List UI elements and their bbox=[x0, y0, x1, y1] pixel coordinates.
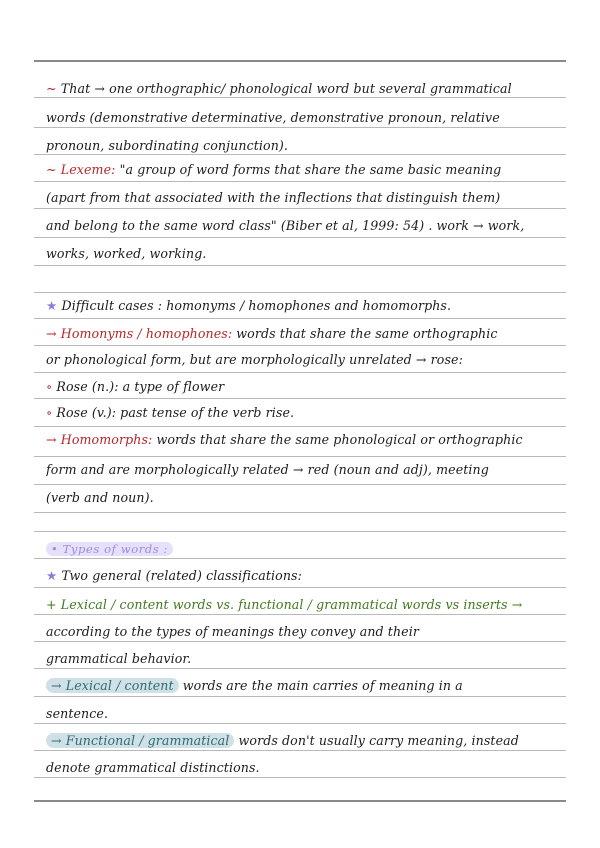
note-text: words don't usually carry meaning, instead bbox=[238, 733, 519, 748]
term-homonyms: → Homonyms / homophones: bbox=[46, 326, 233, 341]
note-line bbox=[46, 352, 561, 368]
ruled-line bbox=[34, 531, 566, 532]
star-icon: ★ bbox=[46, 298, 58, 313]
note-text: grammatical behavior. bbox=[46, 651, 192, 666]
note-line bbox=[46, 218, 561, 234]
note-line bbox=[46, 162, 561, 178]
note-line bbox=[46, 246, 561, 262]
ruled-line bbox=[34, 265, 566, 266]
note-text: form and are morphologically related → red (noun and adj), meeting bbox=[46, 462, 489, 477]
note-text: Rose (v.): past tense of the verb rise. bbox=[56, 405, 295, 420]
ruled-line bbox=[34, 208, 566, 209]
note-text: (verb and noun). bbox=[46, 490, 154, 505]
note-text: + Lexical / content words vs. functional / grammatical words vs inserts → bbox=[46, 597, 523, 612]
note-text: Rose (n.): a type of flower bbox=[56, 379, 225, 394]
ruled-line bbox=[34, 558, 566, 559]
section-heading: • Types of words : bbox=[46, 542, 173, 556]
term-lexical-content: → Lexical / content bbox=[46, 678, 179, 693]
note-line bbox=[46, 110, 561, 126]
note-line bbox=[46, 706, 561, 722]
ruled-line bbox=[34, 800, 566, 802]
note-line bbox=[46, 190, 561, 206]
circle-bullet-icon: ∘ bbox=[46, 405, 53, 420]
note-line bbox=[46, 760, 561, 776]
ruled-line bbox=[34, 318, 566, 319]
ruled-line bbox=[34, 777, 566, 778]
note-text: (apart from that associated with the inflections that distinguish them) bbox=[46, 190, 501, 205]
note-line bbox=[46, 733, 561, 749]
note-line bbox=[46, 81, 561, 97]
ruled-line bbox=[34, 750, 566, 751]
note-line bbox=[46, 541, 561, 557]
note-line bbox=[46, 138, 561, 154]
note-text: words (demonstrative determinative, demonstrative pronoun, relative bbox=[46, 110, 500, 125]
note-text: works, worked, working. bbox=[46, 246, 207, 261]
term-functional-grammatical: → Functional / grammatical bbox=[46, 733, 234, 748]
note-text: words are the main carries of meaning in a bbox=[182, 678, 463, 693]
note-text: and belong to the same word class" (Biber et al, 1999: 54) . work → work, bbox=[46, 218, 525, 233]
circle-bullet-icon: ∘ bbox=[46, 379, 53, 394]
note-text: pronoun, subordinating conjunction). bbox=[46, 138, 289, 153]
note-line bbox=[46, 405, 561, 421]
note-text: That → one orthographic/ phonological word but several grammatical bbox=[60, 81, 512, 96]
note-line bbox=[46, 298, 561, 314]
note-text: denote grammatical distinctions. bbox=[46, 760, 260, 775]
note-line bbox=[46, 462, 561, 478]
ruled-line bbox=[34, 484, 566, 485]
ruled-line bbox=[34, 426, 566, 427]
ruled-line bbox=[34, 97, 566, 98]
squiggle-mark: ~ bbox=[46, 81, 57, 96]
star-icon: ★ bbox=[46, 568, 58, 583]
note-text: according to the types of meanings they convey and their bbox=[46, 624, 419, 639]
ruled-line bbox=[34, 154, 566, 155]
note-text: words that share the same phonological or orthographic bbox=[156, 432, 523, 447]
ruled-line bbox=[34, 668, 566, 669]
note-line bbox=[46, 651, 561, 667]
ruled-line bbox=[34, 723, 566, 724]
note-line bbox=[46, 432, 561, 448]
ruled-line bbox=[34, 127, 566, 128]
term-homomorphs: → Homomorphs: bbox=[46, 432, 153, 447]
ruled-line bbox=[34, 614, 566, 615]
note-line bbox=[46, 568, 561, 584]
note-line bbox=[46, 379, 561, 395]
squiggle-mark: ~ bbox=[46, 162, 57, 177]
ruled-line bbox=[34, 181, 566, 182]
note-line bbox=[46, 624, 561, 640]
ruled-line bbox=[34, 587, 566, 588]
ruled-line bbox=[34, 372, 566, 373]
note-text: or phonological form, but are morphologically unrelated → rose: bbox=[46, 352, 463, 367]
term-lexeme: Lexeme: bbox=[60, 162, 116, 177]
note-line bbox=[46, 597, 561, 613]
ruled-line bbox=[34, 237, 566, 238]
note-line bbox=[46, 490, 561, 506]
ruled-line bbox=[34, 641, 566, 642]
note-line bbox=[46, 678, 561, 694]
ruled-line bbox=[34, 512, 566, 513]
ruled-line bbox=[34, 345, 566, 346]
ruled-line bbox=[34, 398, 566, 399]
note-text: sentence. bbox=[46, 706, 109, 721]
note-text: Two general (related) classifications: bbox=[61, 568, 302, 583]
ruled-line bbox=[34, 292, 566, 293]
ruled-line bbox=[34, 456, 566, 457]
ruled-line bbox=[34, 60, 566, 62]
note-text: words that share the same orthographic bbox=[236, 326, 498, 341]
note-line bbox=[46, 326, 561, 342]
note-text: Difficult cases : homonyms / homophones and homomorphs. bbox=[61, 298, 452, 313]
ruled-line bbox=[34, 696, 566, 697]
note-text: "a group of word forms that share the same basic meaning bbox=[119, 162, 502, 177]
